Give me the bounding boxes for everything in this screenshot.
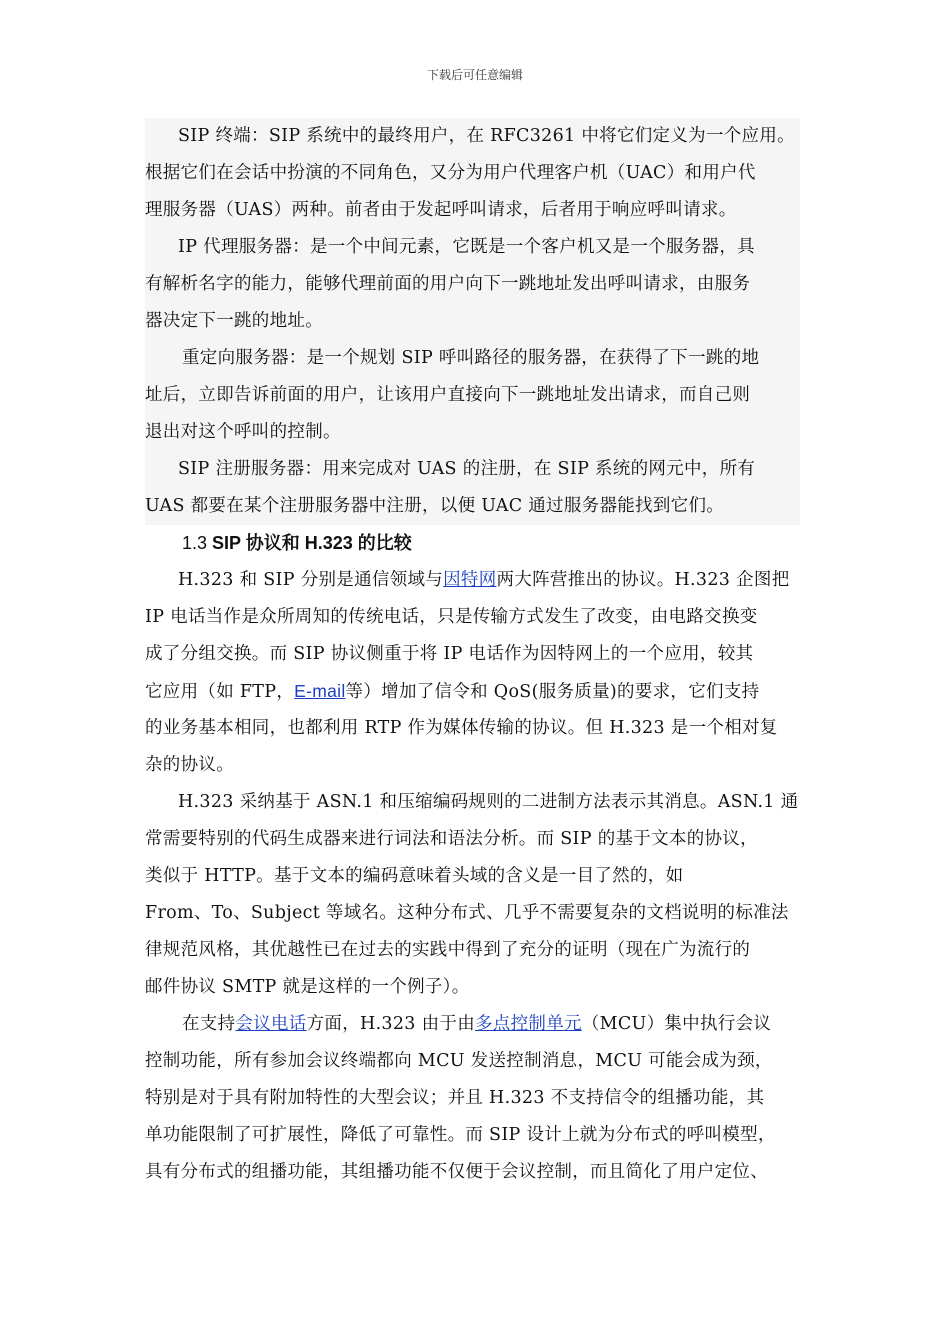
paragraph-sip-terminal-line-2: 根据它们在会话中扮演的不同角色，又分为用户代理客户机（UAC）和用户代	[145, 163, 756, 183]
paragraph-comparison-line-2: IP 电话当作是众所周知的传统电话，只是传输方式发生了改变，由电路交换变	[145, 607, 758, 627]
paragraph-proxy-line-1: IP 代理服务器：是一个中间元素，它既是一个客户机又是一个服务器，具	[178, 237, 755, 257]
text-span: 两大阵营推出的协议。H.323 企图把	[496, 570, 790, 590]
link-mcu[interactable]: 多点控制单元	[475, 1014, 582, 1034]
document-body	[145, 118, 800, 1191]
shaded-section	[145, 118, 800, 525]
section-number: 1.3	[182, 533, 213, 553]
paragraph-conference-line-4: 单功能限制了可扩展性，降低了可靠性。而 SIP 设计上就为分布式的呼叫模型，	[145, 1125, 776, 1145]
paragraph-conference-line-1	[145, 1006, 800, 1043]
link-email[interactable]: E-mail	[294, 681, 346, 701]
paragraph-proxy-line-3: 器决定下一跳的地址。	[145, 311, 323, 331]
paragraph-asn-line-1: H.323 采纳基于 ASN.1 和压缩编码规则的二进制方法表示其消息。ASN.1 通	[178, 792, 799, 812]
paragraph-comparison-line-6: 杂的协议。	[145, 755, 234, 775]
paragraph-asn-line-5: 律规范风格，其优越性已在过去的实践中得到了充分的证明（现在广为流行的	[145, 940, 751, 960]
section-heading	[145, 525, 800, 562]
paragraph-comparison-line-1	[145, 562, 800, 599]
paragraph-redirect-line-1: 重定向服务器：是一个规划 SIP 呼叫路径的服务器，在获得了下一跳的地	[182, 348, 760, 368]
page-header: 下载后可任意编辑	[426, 68, 523, 82]
text-span: H.323 和 SIP 分别是通信领域与	[178, 570, 444, 590]
text-span: 方面，H.323 由于由	[306, 1014, 475, 1034]
paragraph-registrar-line-2: UAS 都要在某个注册服务器中注册，以便 UAC 通过服务器能找到它们。	[145, 496, 725, 516]
paragraph-conference-line-5: 具有分布式的组播功能，其组播功能不仅便于会议控制，而且简化了用户定位、	[145, 1162, 768, 1182]
text-span: （MCU）集中执行会议	[581, 1014, 772, 1034]
paragraph-conference-line-3: 特别是对于具有附加特性的大型会议；并且 H.323 不支持信令的组播功能，其	[145, 1088, 765, 1108]
section-title: SIP 协议和 H.323 的比较	[212, 533, 412, 553]
paragraph-asn-line-2: 常需要特别的代码生成器来进行词法和语法分析。而 SIP 的基于文本的协议，	[145, 829, 758, 849]
paragraph-conference-line-2: 控制功能，所有参加会议终端都向 MCU 发送控制消息，MCU 可能会成为颈，	[145, 1051, 773, 1071]
paragraph-comparison-line-5: 的业务基本相同，也都利用 RTP 作为媒体传输的协议。但 H.323 是一个相对复	[145, 718, 778, 738]
paragraph-sip-terminal-line-1: SIP 终端：SIP 系统中的最终用户，在 RFC3261 中将它们定义为一个应用。	[178, 126, 795, 146]
paragraph-registrar-line-1: SIP 注册服务器：用来完成对 UAS 的注册，在 SIP 系统的网元中，所有	[178, 459, 756, 479]
paragraph-sip-terminal-line-3: 理服务器（UAS）两种。前者由于发起呼叫请求，后者用于响应呼叫请求。	[145, 200, 737, 220]
text-span: 它应用（如 FTP，	[145, 682, 295, 702]
text-span: 在支持	[182, 1014, 236, 1034]
paragraph-asn-line-4: From、To、Subject 等域名。这种分布式、几乎不需要复杂的文档说明的标准法	[145, 903, 789, 923]
paragraph-asn-line-3: 类似于 HTTP。基于文本的编码意味着头域的含义是一目了然的，如	[145, 866, 684, 886]
paragraph-comparison-line-3: 成了分组交换。而 SIP 协议侧重于将 IP 电话作为因特网上的一个应用，较其	[145, 644, 754, 664]
paragraph-redirect-line-3: 退出对这个呼叫的控制。	[145, 422, 341, 442]
paragraph-asn-line-6: 邮件协议 SMTP 就是这样的一个例子）。	[145, 977, 470, 997]
link-conference-call[interactable]: 会议电话	[235, 1014, 307, 1034]
paragraph-comparison-line-4	[145, 673, 800, 710]
paragraph-redirect-line-2: 址后，立即告诉前面的用户，让该用户直接向下一跳地址发出请求，而自己则	[145, 385, 751, 405]
link-internet[interactable]: 因特网	[443, 570, 497, 590]
paragraph-proxy-line-2: 有解析名字的能力，能够代理前面的用户向下一跳地址发出呼叫请求，由服务	[145, 274, 751, 294]
text-span: 等）增加了信令和 QoS(服务质量)的要求，它们支持	[345, 682, 760, 702]
